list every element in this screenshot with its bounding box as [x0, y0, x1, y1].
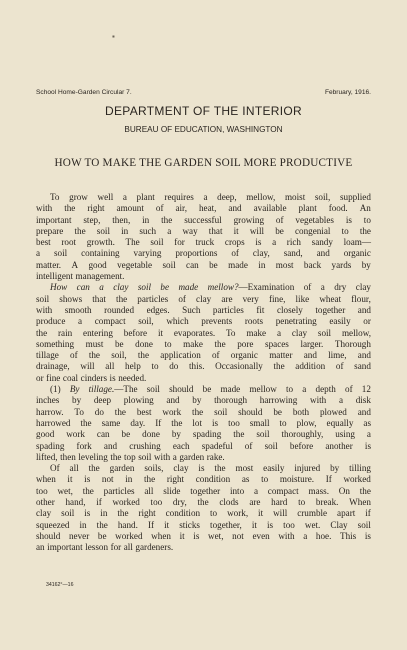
- text-line: To grow well a plant requires a deep, mellow, moist soil, supplied: [50, 192, 371, 202]
- text-line: How can a clay soil be made mellow?—Examination of a dry clay: [50, 282, 371, 293]
- text-line: something must be done to make the pore spaces larger. Thorough: [36, 338, 371, 349]
- text-line: clay soil is in the right condition to work, it will crumble apart if: [36, 508, 371, 519]
- text-line: matter. A good vegetable soil can be made in most back yards by: [36, 259, 371, 270]
- text-line: squeezed in the hand. If it sticks together, it is too wet. Clay soil: [36, 519, 371, 530]
- text-line: with smooth rounded edges. Such particles fit closely together and: [36, 304, 371, 315]
- department-heading: DEPARTMENT OF THE INTERIOR: [105, 104, 302, 118]
- text-line: prepare the soil in such a way that it will be congenial to the: [36, 225, 371, 236]
- text-line: Of all the garden soils, clay is the most easily injured by tilling: [50, 463, 371, 474]
- page-mark: ▪: [112, 32, 115, 41]
- text-line: harrow. To do the best work the soil should be both plowed and: [36, 406, 371, 417]
- text-line: the rain entering before it evaporates. To make a clay soil mellow,: [36, 327, 371, 338]
- text-line: too wet, the particles all slide together into a compact mass. On the: [36, 485, 371, 496]
- text-line: inches by deep plowing and by thorough harrowing with a disk: [36, 395, 371, 406]
- bureau-heading: BUREAU OF EDUCATION, WASHINGTON: [124, 125, 283, 134]
- text-line: or fine coal cinders is needed.: [36, 372, 147, 383]
- text-line: best root growth. The soil for truck crops is a rich sandy loam—: [36, 237, 371, 248]
- text-line: harrowed the same day. If the lot is too small to plow, equally as: [36, 417, 371, 428]
- circular-number: School Home-Garden Circular 7.: [36, 89, 132, 96]
- print-code: 34162°—16: [46, 582, 74, 588]
- text-line: with the right amount of air, heat, and available plant food. An: [36, 203, 371, 214]
- circular-date: February, 1916.: [324, 89, 371, 96]
- text-line: lifted, then leveling the top soil with a garden rake.: [36, 451, 225, 462]
- text-line: important step, then, in the successful growing of vegetables is to: [36, 214, 371, 225]
- body-text: [36, 192, 371, 554]
- text-line: should never be worked when it is wet, not even with a hoe. This is: [36, 530, 371, 541]
- text-line: soil shows that the particles of clay are very fine, like wheat flour,: [36, 293, 371, 304]
- text-line: a soil containing varying proportions of clay, sand, and organic: [36, 248, 371, 259]
- text-line: other hand, if worked too dry, the clods are hard to break. When: [36, 497, 371, 508]
- text-line: good work can be done by spading the soil thoroughly, using a: [36, 429, 371, 440]
- text-line: produce a compact soil, which prevents roots penetrating easily or: [36, 316, 371, 327]
- page-title: HOW TO MAKE THE GARDEN SOIL MORE PRODUCTIVE: [54, 157, 353, 169]
- text-line: tillage of the soil, the application of organic matter and lime, and: [36, 350, 371, 361]
- circular-header: [36, 89, 371, 96]
- text-line: when it is not in the right condition as to moisture. If worked: [36, 474, 371, 485]
- text-line: drainage, will all help to do this. Occasionally the addition of sand: [36, 361, 371, 372]
- text-line: (1) By tillage.—The soil should be made mellow to a depth of 12: [50, 384, 371, 395]
- text-line: intelligent management.: [36, 271, 125, 282]
- text-line: spading fork and crushing each spadeful of soil before another is: [36, 440, 371, 451]
- text-line: an important lesson for all gardeners.: [36, 542, 174, 553]
